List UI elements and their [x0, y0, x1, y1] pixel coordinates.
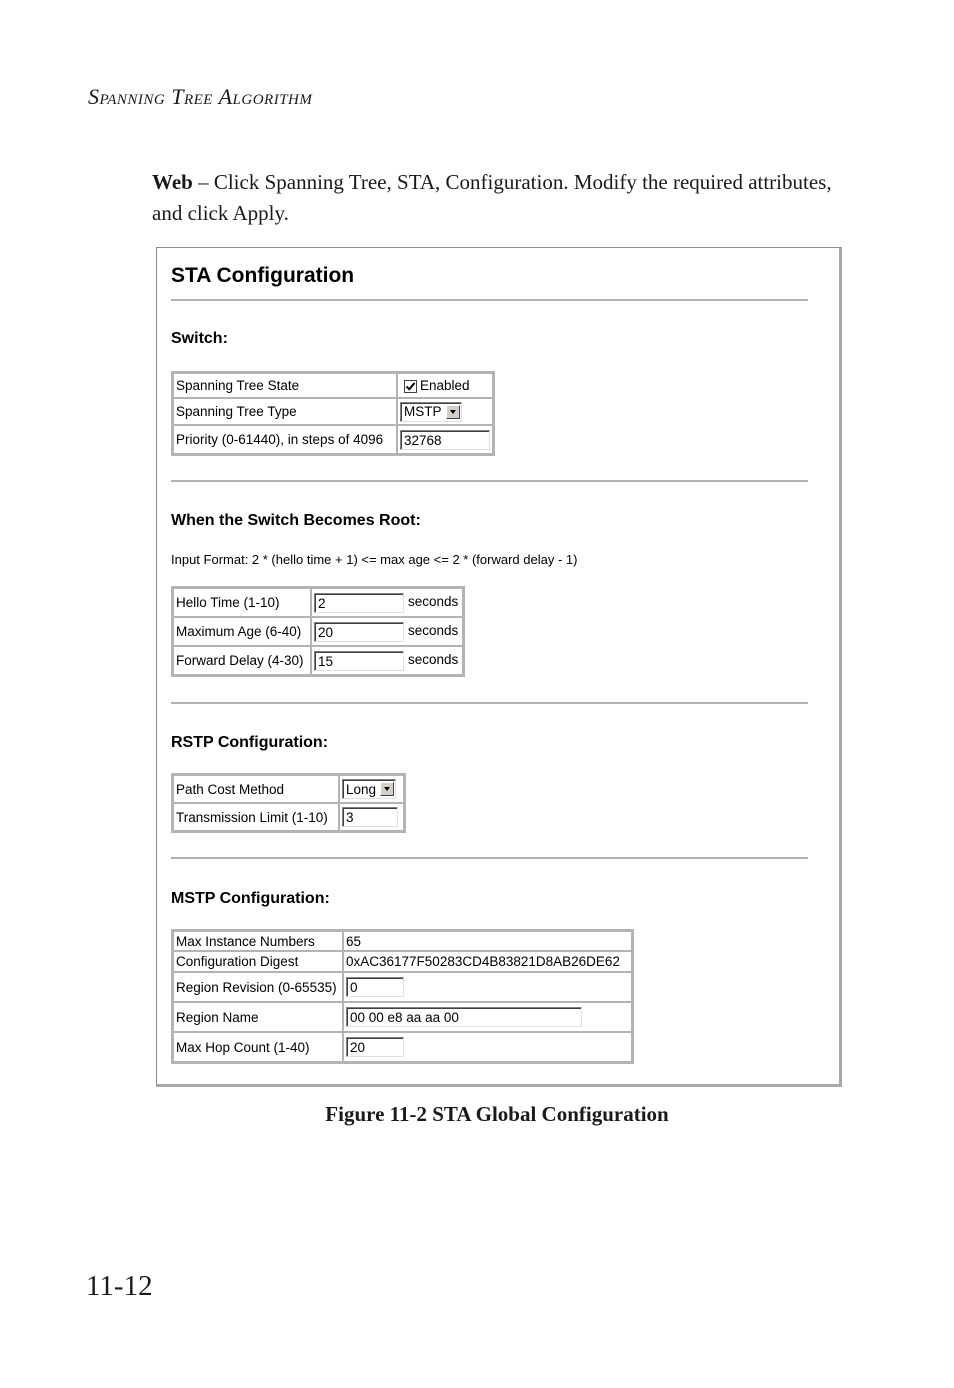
table-row — [173, 803, 404, 831]
running-header — [88, 84, 312, 110]
configuration-digest-value: 0xAC36177F50283CD4B83821D8AB26DE62 — [343, 951, 632, 972]
intro-paragraph — [152, 167, 832, 229]
table-row — [173, 425, 493, 454]
intro-lead: Web — [152, 170, 193, 194]
max-hop-count-input[interactable]: 20 — [346, 1037, 404, 1057]
region-name-cell — [343, 1002, 632, 1032]
input-format-note: Input Format: 2 * (hello time + 1) <= max age <= 2 * (forward delay - 1) — [171, 552, 578, 567]
configuration-digest-label: Configuration Digest — [173, 951, 343, 972]
table-row — [173, 775, 404, 803]
spanning-tree-type-label: Spanning Tree Type — [173, 398, 397, 425]
maximum-age-label: Maximum Age (6-40) — [173, 617, 311, 646]
chevron-down-icon — [380, 782, 394, 796]
max-hop-count-label: Max Hop Count (1-40) — [173, 1032, 343, 1062]
table-row — [173, 617, 463, 646]
forward-delay-input[interactable]: 15 — [314, 651, 404, 671]
hello-time-cell — [311, 588, 463, 617]
rstp-table — [171, 773, 406, 833]
transmission-limit-cell — [339, 803, 404, 831]
spanning-tree-type-select[interactable] — [400, 402, 462, 422]
header-s-rest: PANNING — [99, 92, 166, 108]
divider — [171, 299, 808, 301]
spanning-tree-state-cell — [397, 373, 493, 398]
table-row — [173, 588, 463, 617]
path-cost-method-cell — [339, 775, 404, 803]
transmission-limit-input[interactable]: 3 — [342, 807, 398, 827]
mstp-table — [171, 929, 634, 1064]
root-table — [171, 586, 465, 677]
page-title: STA Configuration — [171, 264, 355, 287]
path-cost-method-value: Long — [346, 781, 377, 797]
table-row — [173, 1032, 632, 1062]
hello-time-input[interactable]: 2 — [314, 593, 404, 613]
region-name-input[interactable]: 00 00 e8 aa aa 00 — [346, 1007, 582, 1027]
spanning-tree-state-label: Spanning Tree State — [173, 373, 397, 398]
chevron-down-icon — [446, 405, 460, 419]
path-cost-method-select[interactable] — [342, 779, 396, 799]
divider — [171, 857, 808, 859]
hello-time-unit: seconds — [408, 594, 459, 610]
priority-label: Priority (0-61440), in steps of 4096 — [173, 425, 397, 454]
divider — [171, 480, 808, 482]
rstp-heading: RSTP Configuration: — [171, 734, 329, 751]
header-a-rest: LGORITHM — [232, 92, 313, 108]
max-hop-count-cell — [343, 1032, 632, 1062]
priority-input[interactable]: 32768 — [400, 430, 490, 450]
divider — [171, 702, 808, 704]
priority-cell — [397, 425, 493, 454]
page-number: 11-12 — [86, 1270, 153, 1302]
switch-table — [171, 371, 495, 456]
path-cost-method-label: Path Cost Method — [173, 775, 339, 803]
region-name-label: Region Name — [173, 1002, 343, 1032]
mstp-heading: MSTP Configuration: — [171, 890, 330, 907]
transmission-limit-label: Transmission Limit (1-10) — [173, 803, 339, 831]
figure-caption: Figure 11-2 STA Global Configuration — [325, 1102, 669, 1126]
maximum-age-unit: seconds — [408, 623, 459, 639]
header-a: A — [218, 84, 233, 109]
spanning-tree-type-value: MSTP — [404, 404, 442, 419]
header-t-rest: REE — [183, 92, 213, 108]
table-row — [173, 398, 493, 425]
hello-time-label: Hello Time (1-10) — [173, 588, 311, 617]
spanning-tree-state-value: Enabled — [420, 378, 470, 393]
header-s: S — [88, 84, 100, 109]
region-revision-cell — [343, 972, 632, 1002]
forward-delay-cell — [311, 646, 463, 675]
table-row — [173, 646, 463, 675]
table-row — [173, 931, 632, 951]
forward-delay-unit: seconds — [408, 652, 459, 668]
table-row — [173, 373, 493, 398]
table-row — [173, 1002, 632, 1032]
maximum-age-cell — [311, 617, 463, 646]
forward-delay-label: Forward Delay (4-30) — [173, 646, 311, 675]
switch-heading: Switch: — [171, 330, 228, 347]
region-revision-label: Region Revision (0-65535) — [173, 972, 343, 1002]
max-instance-numbers-value: 65 — [343, 931, 632, 951]
intro-text: – Click Spanning Tree, STA, Configuration. Modify the required attributes, and click Apply. — [152, 170, 832, 225]
maximum-age-input[interactable]: 20 — [314, 622, 404, 642]
spanning-tree-state-checkbox[interactable] — [404, 380, 417, 393]
root-heading: When the Switch Becomes Root: — [171, 512, 421, 529]
header-t: T — [171, 84, 184, 109]
region-revision-input[interactable]: 0 — [346, 977, 404, 997]
table-row — [173, 972, 632, 1002]
max-instance-numbers-label: Max Instance Numbers — [173, 931, 343, 951]
table-row — [173, 951, 632, 972]
spanning-tree-type-cell — [397, 398, 493, 425]
sta-configuration-screenshot — [156, 247, 842, 1087]
